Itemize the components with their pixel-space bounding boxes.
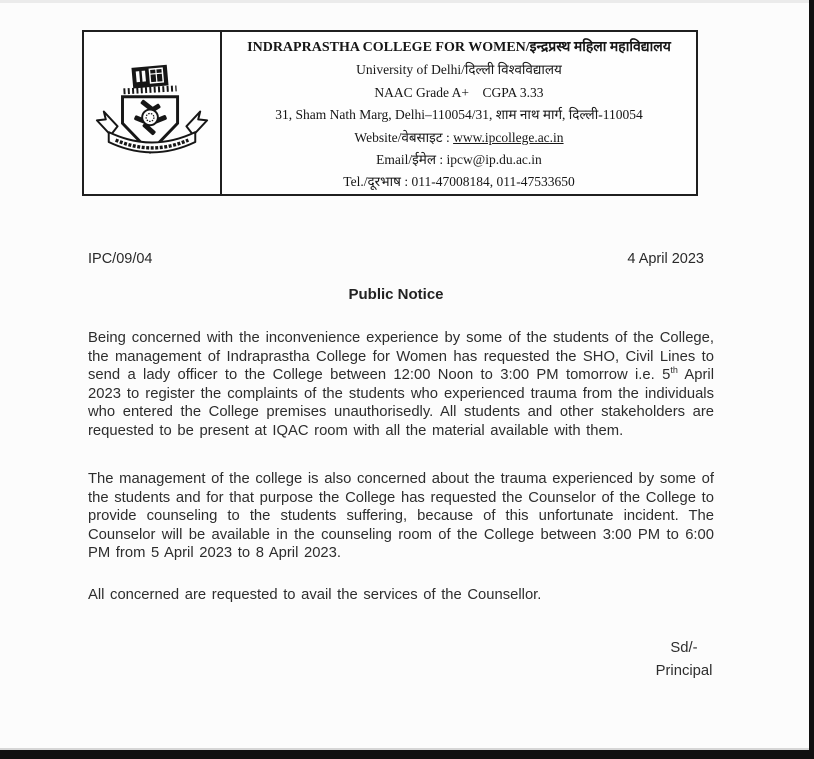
- address-line: 31, Sham Nath Marg, Delhi–110054/31, शाम नाथ मार्ग, दिल्ली-110054: [275, 107, 643, 123]
- signatory-title: Principal: [655, 663, 713, 679]
- letterhead-info: [222, 32, 696, 194]
- scan-artifact-top: [0, 0, 814, 3]
- website-line: [222, 127, 696, 149]
- letterhead: [82, 30, 698, 196]
- website-url: www.ipcollege.ac.in: [453, 129, 564, 145]
- paragraph-1-text-cont: April 2023 to register the complaints of the students who experienced trauma from the individuals who entered the College premises unauthorisedly. All students and other stakeholders are requested to be present at IQAC room with all the material available with them.: [88, 367, 714, 439]
- university-line: University of Delhi/दिल्ली विश्वविद्यालय: [356, 62, 562, 78]
- notice-date: 4 April 2023: [627, 251, 704, 267]
- paragraph-1-text: Being concerned with the inconvenience experience by some of the students of the College, the management of Indraprastha College for Women has requested the SHO, Civil Lines to send a lady officer to the College between 12:00 Noon to 3:00 PM tomorrow i.e. 5: [88, 330, 714, 383]
- college-crest-icon: [93, 61, 211, 165]
- notice-title: Public Notice: [348, 286, 444, 303]
- reference-number: IPC/09/04: [88, 251, 153, 267]
- paragraph-1: [88, 329, 714, 440]
- email-line: Email/ईमेल : ipcw@ip.du.ac.in: [376, 151, 542, 167]
- website-label: Website/वेबसाइट :: [354, 129, 454, 145]
- reference-row: [88, 251, 704, 267]
- paragraph-3: All concerned are requested to avail the services of the Counsellor.: [88, 587, 542, 603]
- ordinal-superscript: th: [670, 365, 678, 376]
- scan-artifact-bottom: [0, 750, 814, 759]
- tel-line: Tel./दूरभाष : 011-47008184, 011-47533650: [343, 174, 575, 190]
- scan-artifact-right: [809, 0, 814, 759]
- college-logo-cell: [84, 32, 222, 194]
- naac-grade-line: NAAC Grade A+ CGPA 3.33: [374, 84, 544, 100]
- signature-block: [620, 637, 748, 683]
- signature-sd: Sd/-: [670, 640, 698, 656]
- college-name: INDRAPRASTHA COLLEGE FOR WOMEN/इन्द्रप्रस्थ महिला महाविद्यालय: [247, 40, 671, 55]
- paragraph-2: The management of the college is also concerned about the trauma experienced by some of the students and for that purpose the College has requested the Counselor of the College to provide counseling to the students suffering, because of this unfortunate incident. The Counselor will be available in the counseling room of the College between 3:00 PM to 6:00 PM from 5 April 2023 to 8 April 2023.: [88, 471, 714, 561]
